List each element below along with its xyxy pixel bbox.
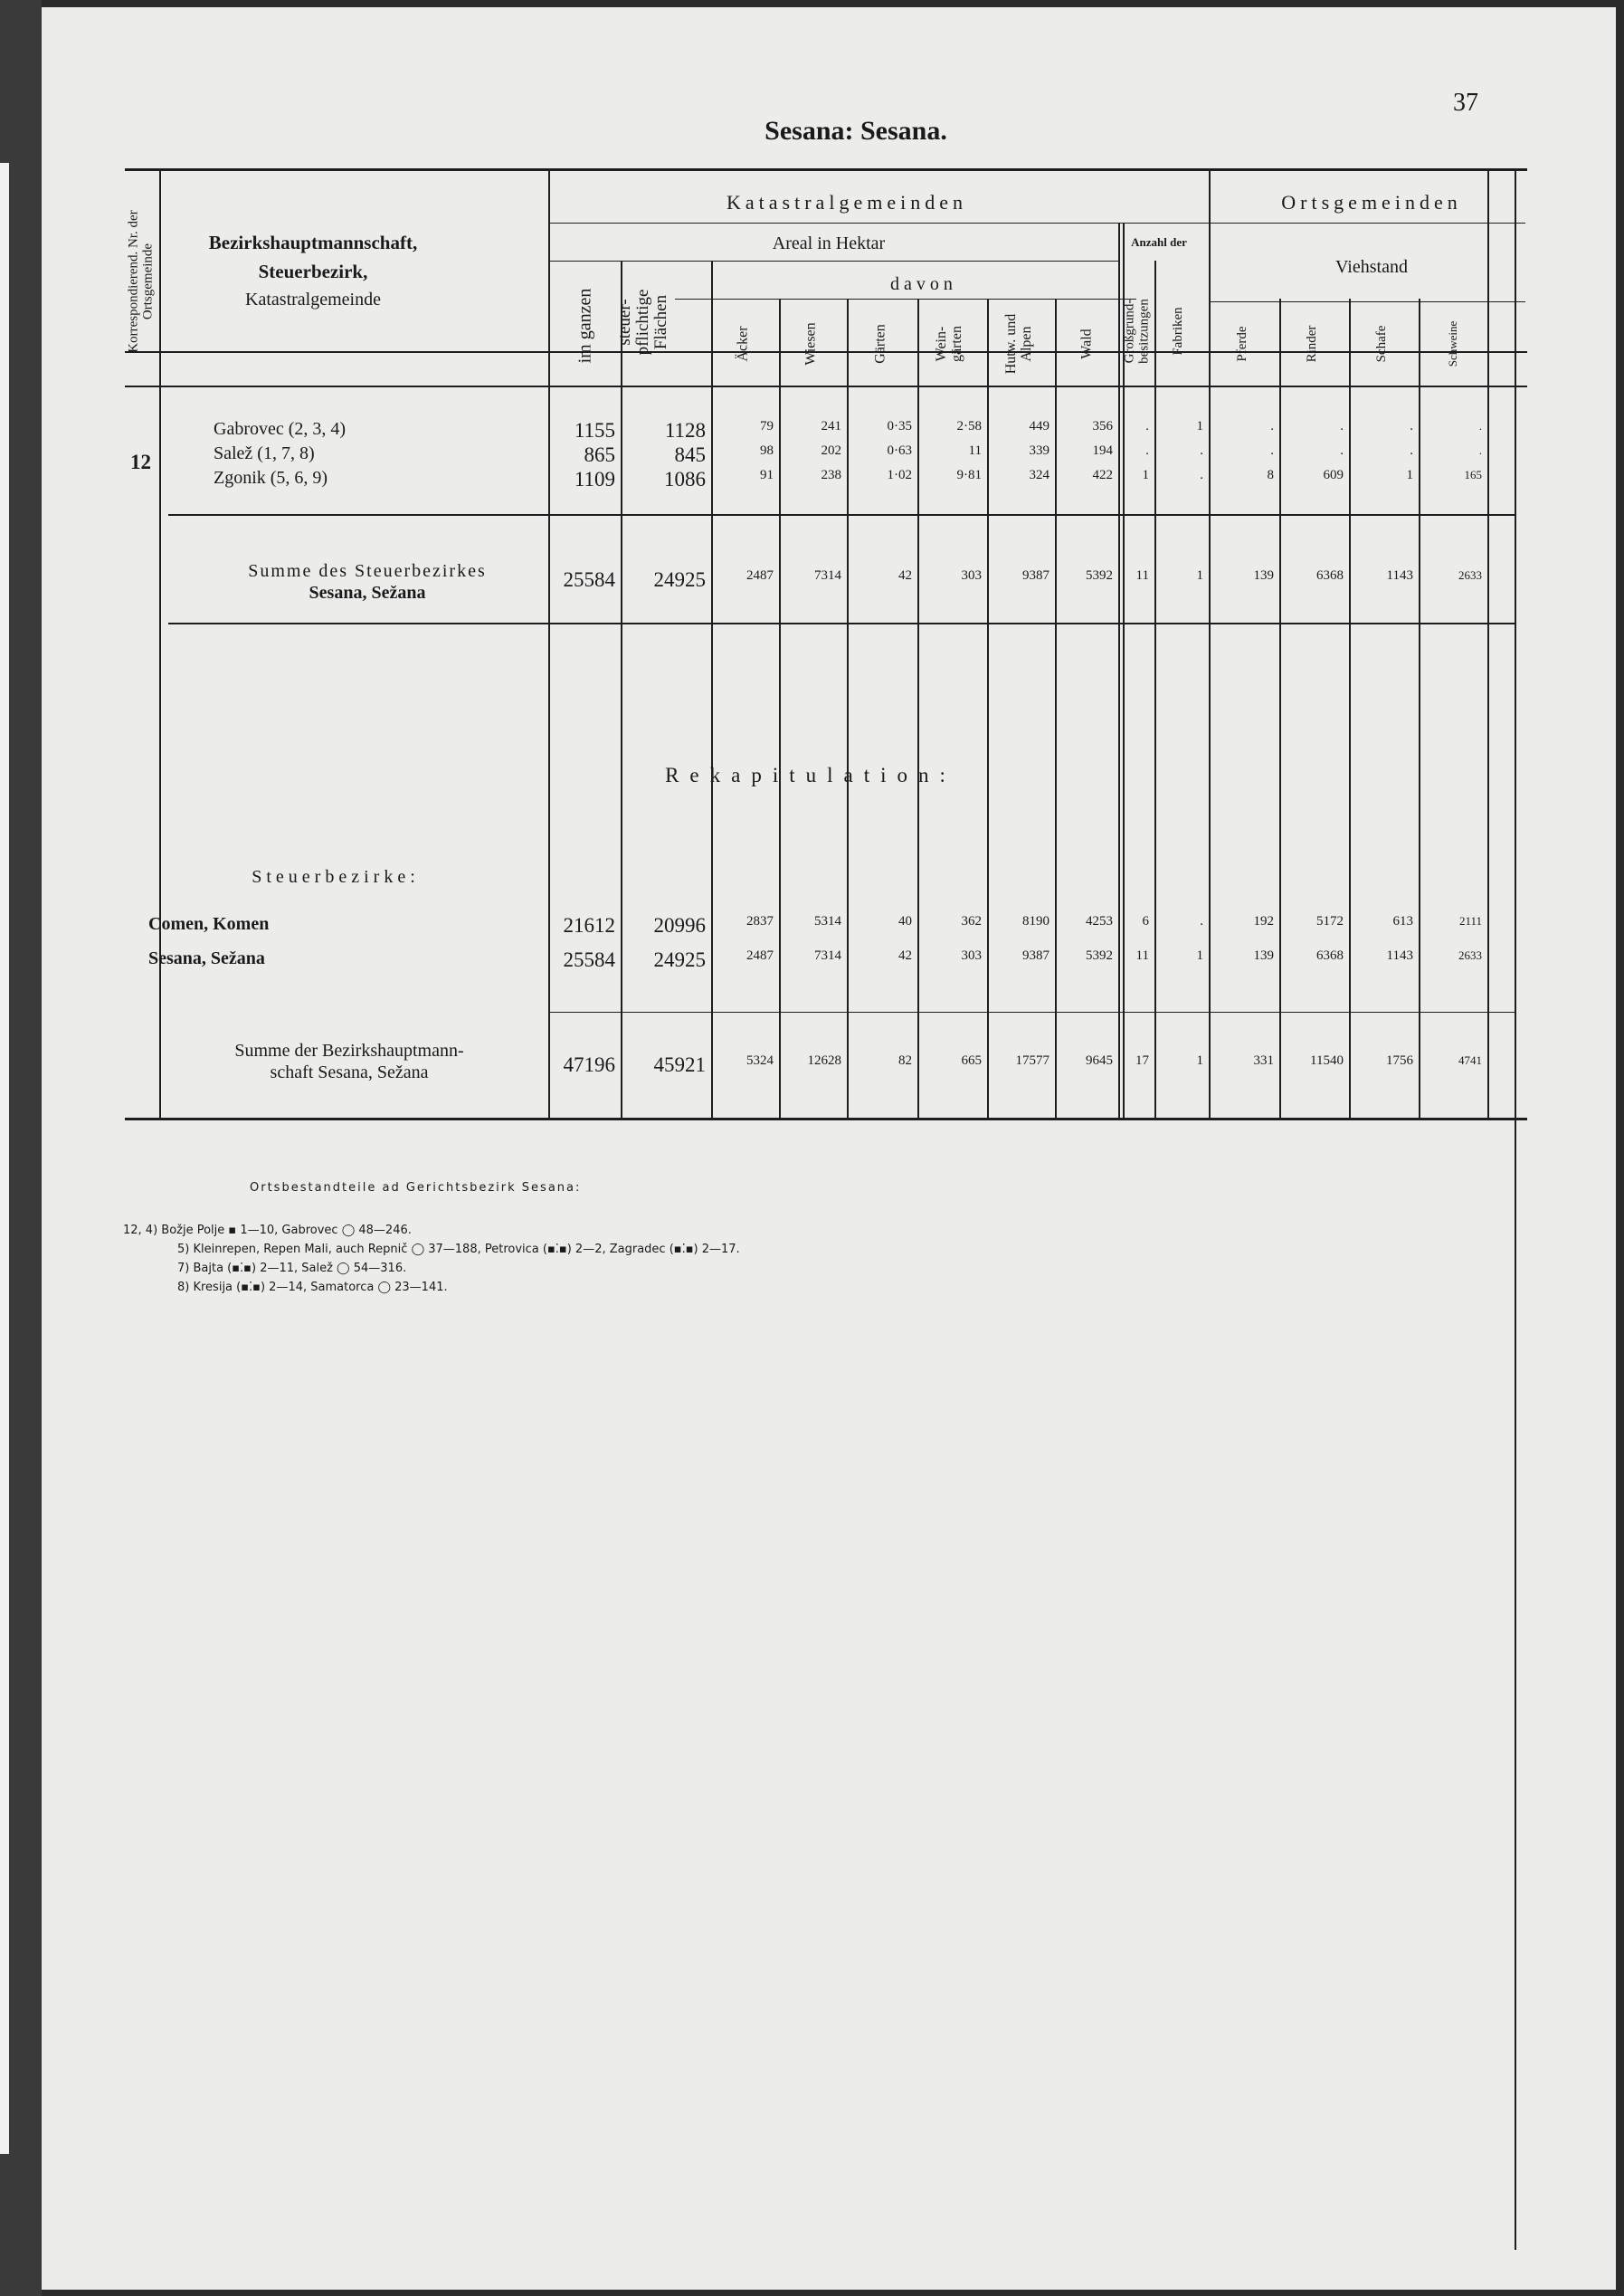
rekap-total-schafe: 1756 [1386,1053,1413,1068]
rekap-row-steuer: 20996 [653,914,706,937]
rekap-row-rinder: 5172 [1316,914,1344,929]
column-rule [1487,168,1489,1119]
rekap-row-hutw: 8190 [1022,914,1049,929]
table-rule [548,1012,1516,1013]
header-anzahl: Anzahl der [1131,235,1187,249]
row-wald: 422 [1092,468,1113,482]
rekap-total-gaerten: 82 [898,1053,912,1068]
rekap-total-wald: 9645 [1086,1053,1113,1068]
row-gross: . [1145,443,1149,458]
header-areal: Areal in Hektar [772,233,886,253]
summe-steuer-label1: Summe des Steuerbezirkes [248,561,487,581]
rekap-total-hutw: 17577 [1015,1053,1049,1068]
rekap-row-wald: 5392 [1086,948,1113,963]
summe-steuer-wein: 303 [961,568,982,583]
footnote-line: 12, 4) Božje Polje ▪ 1—10, Gabrovec ◯ 48—246. [123,1224,412,1237]
rekap-row-wein: 303 [961,948,982,963]
rekap-row-schweine: 2633 [1458,948,1482,962]
header-wiesen: Wiesen [803,322,819,366]
row-fabr: 1 [1196,419,1203,433]
page-edge [0,163,9,2154]
table-rule [548,261,1118,262]
rekap-row-wiesen: 5314 [814,914,841,929]
rekap-total-pferde: 331 [1253,1053,1274,1068]
header-davon: davon [890,274,957,294]
row-ganz: 1109 [574,468,615,491]
page-title: Sesana: Sesana. [765,116,947,146]
rekap-total-gross: 17 [1135,1053,1149,1068]
rekap-row-gross: 6 [1142,914,1149,929]
footnote-line: 5) Kleinrepen, Repen Mali, auch Repnič ◯ 37—188, Petrovica (▪⁚▪) 2—2, Zagradec (▪⁚▪) 2—17. [177,1243,740,1256]
column-rule [1515,168,1516,2250]
footnote-line: 8) Kresija (▪⁚▪) 2—14, Samatorca ◯ 23—141. [177,1281,448,1294]
page-number: 37 [1453,89,1478,117]
row-wiesen: 238 [821,468,841,482]
row-hutw: 339 [1029,443,1049,458]
row-ganz: 865 [584,443,615,466]
header-hutw: Hutw. und Alpen [1003,313,1034,375]
summe-steuer-label2: Sesana, Sežana [309,583,426,603]
rekap-row-name: Sesana, Sežana [148,948,265,968]
row-wiesen: 241 [821,419,841,433]
row-fabr: . [1200,443,1203,458]
rekap-total-steuer: 45921 [653,1053,706,1076]
summe-steuer-hutw: 9387 [1022,568,1049,583]
header-viehstand: Viehstand [1335,257,1408,277]
rekap-row-pferde: 139 [1253,948,1274,963]
row-rinder: . [1340,443,1344,458]
rekap-row-pferde: 192 [1253,914,1274,929]
summe-steuer-gross: 11 [1135,568,1149,583]
rekap-row-schweine: 2111 [1458,914,1482,928]
header-bez-line2: Steuerbezirk, [258,261,368,282]
table-rule [1209,301,1525,302]
column-rule [1154,261,1156,1120]
rekap-row-schafe: 1143 [1386,948,1413,963]
header-schafe: Schafe [1374,325,1390,363]
header-orts: Ortsgemeinden [1281,191,1462,214]
summe-steuer-schweine: 2633 [1458,568,1482,582]
table-rule [125,168,1527,171]
row-wein: 11 [968,443,982,458]
row-wiesen: 202 [821,443,841,458]
rekap-row-gross: 11 [1135,948,1149,963]
rekap-row-fabr: . [1200,914,1203,929]
rekap-total-fabr: 1 [1196,1053,1203,1068]
header-pferde: Pferde [1235,326,1250,362]
rekap-total-label1: Summe der Bezirkshauptmann- [234,1041,464,1061]
rekap-total-ganz: 47196 [563,1053,615,1076]
row-schafe: . [1410,443,1413,458]
summe-steuer-gaerten: 42 [898,568,912,583]
row-steuer: 845 [674,443,706,466]
rekap-title: Rekapitulation: [665,764,956,786]
rekap-row-name: Comen, Komen [148,914,270,934]
footnote-line: 7) Bajta (▪⁚▪) 2—11, Salež ◯ 54—316. [177,1262,407,1275]
header-bez-line3: Katastralgemeinde [245,290,381,310]
rekap-row-wald: 4253 [1086,914,1113,929]
table-rule [548,223,1200,224]
row-wald: 194 [1092,443,1113,458]
row-gross: 1 [1142,468,1149,482]
row-schafe: . [1410,419,1413,433]
rekap-total-wein: 665 [961,1053,982,1068]
rekap-row-ganz: 25584 [563,948,615,971]
header-korr: Korrespondierend. Nr. der Ortsgemeinde [126,210,155,353]
column-rule [1118,223,1120,1120]
header-wald: Wald [1078,329,1095,359]
row-steuer: 1128 [664,419,706,442]
column-rule [621,261,622,1120]
row-pferde: . [1270,443,1274,458]
rekap-row-rinder: 6368 [1316,948,1344,963]
header-aecker: Äcker [735,326,751,362]
summe-steuer-rinder: 6368 [1316,568,1344,583]
row-aecker: 98 [760,443,774,458]
row-gross: . [1145,419,1149,433]
rekap-row-wein: 362 [961,914,982,929]
rekap-total-wiesen: 12628 [807,1053,841,1068]
summe-steuer-ganz: 25584 [563,568,615,591]
row-schweine: . [1478,419,1482,433]
header-gross: Großgrund- besitzungen [1122,299,1151,364]
header-gaerten: Gärten [872,324,888,364]
row-aecker: 91 [760,468,774,482]
column-rule [548,168,550,1119]
header-bez-line1: Bezirkshauptmannschaft, [208,232,418,253]
column-rule [711,261,713,1120]
rekap-row-schafe: 613 [1392,914,1413,929]
table-rule [125,386,1527,387]
header-fabriken: Fabriken [1171,307,1186,356]
row-hutw: 449 [1029,419,1049,433]
row-gaerten: 0·63 [887,443,912,458]
column-rule [159,168,161,1119]
row-name: Salež (1, 7, 8) [214,443,315,463]
table-rule [125,1118,1527,1120]
rekap-total-label2: schaft Sesana, Sežana [270,1062,429,1082]
row-steuer: 1086 [664,468,706,491]
rekap-row-hutw: 9387 [1022,948,1049,963]
summe-steuer-wiesen: 7314 [814,568,841,583]
rekap-total-aecker: 5324 [746,1053,774,1068]
footnotes-title: Ortsbestandteile ad Gerichtsbezirk Sesana: [250,1181,582,1195]
summe-steuer-pferde: 139 [1253,568,1274,583]
page-sheet [42,7,1616,2290]
row-pferde: 8 [1267,468,1274,482]
row-rinder: 609 [1323,468,1344,482]
header-katastral: Katastralgemeinden [727,191,967,214]
summe-steuer-aecker: 2487 [746,568,774,583]
rekap-row-steuer: 24925 [653,948,706,971]
rekap-total-schweine: 4741 [1458,1053,1482,1067]
row-gaerten: 1·02 [887,468,912,482]
rekap-row-aecker: 2837 [746,914,774,929]
table-rule [675,299,1136,300]
table-rule [1200,223,1525,224]
table-rule [168,623,1516,624]
rekap-row-gaerten: 40 [898,914,912,929]
row-rinder: . [1340,419,1344,433]
header-wein: Wein- gärten [934,326,964,362]
header-im-ganzen: im ganzen [575,288,595,364]
summe-steuer-fabr: 1 [1196,568,1203,583]
rekap-subtitle: Steuerbezirke: [252,867,420,887]
rekap-row-fabr: 1 [1196,948,1203,963]
rekap-row-ganz: 21612 [563,914,615,937]
row-ganz: 1155 [574,419,615,442]
table-rule [168,514,1516,516]
rekap-total-rinder: 11540 [1310,1053,1344,1068]
row-schafe: 1 [1406,468,1413,482]
header-rinder: Rinder [1305,325,1320,363]
row-schweine: 165 [1464,468,1482,481]
row-gaerten: 0·35 [887,419,912,433]
row-name: Gabrovec (2, 3, 4) [214,419,347,439]
row-fabr: . [1200,468,1203,482]
summe-steuer-schafe: 1143 [1386,568,1413,583]
rekap-row-gaerten: 42 [898,948,912,963]
row-schweine: . [1478,443,1482,457]
header-steuer: steuer- pflichtige Flächen [615,289,670,356]
row-aecker: 79 [760,419,774,433]
group-number: 12 [130,451,151,473]
column-rule [1209,168,1211,1119]
rekap-row-aecker: 2487 [746,948,774,963]
row-wein: 9·81 [956,468,982,482]
summe-steuer-steuer: 24925 [653,568,706,591]
summe-steuer-wald: 5392 [1086,568,1113,583]
row-pferde: . [1270,419,1274,433]
row-wein: 2·58 [956,419,982,433]
rekap-row-wiesen: 7314 [814,948,841,963]
row-hutw: 324 [1029,468,1049,482]
header-schweine: Schweine [1446,320,1460,367]
row-wald: 356 [1092,419,1113,433]
row-name: Zgonik (5, 6, 9) [214,468,328,488]
